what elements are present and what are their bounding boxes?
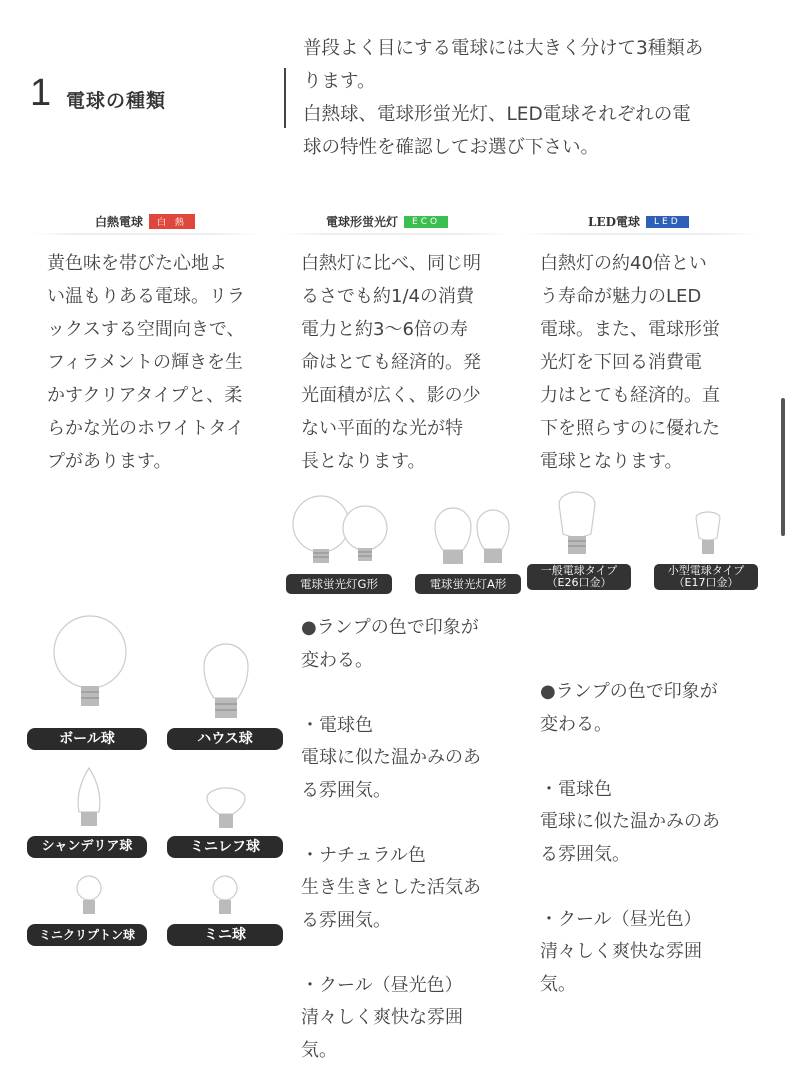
category-name: LED電球 [588, 215, 640, 229]
desc-line: かすクリアタイプと、柔 [47, 385, 243, 406]
chandelier-bulb-illustration [74, 766, 104, 832]
note-line [540, 871, 720, 904]
note-line: 電球に似た温かみのあ [301, 747, 481, 768]
description-fluorescent [301, 247, 481, 478]
fluorescent-a-bulbs-illustration [425, 496, 525, 572]
mini-reflector-bulb-illustration [204, 786, 248, 834]
led-color-notes [540, 676, 720, 1001]
fluorescent-color-notes [301, 612, 481, 1067]
label-line: （E17口金） [673, 576, 739, 589]
desc-line: 光灯を下回る消費電 [540, 352, 702, 373]
house-bulb-illustration [200, 642, 252, 726]
desc-line: 力はとても経済的。直 [540, 385, 720, 406]
category-name: 電球形蛍光灯 [326, 215, 399, 229]
divider [284, 68, 286, 128]
note-line: 変わる。 [301, 649, 373, 671]
section-title: 電球の種類 [66, 90, 167, 112]
desc-line: 黄色味を帯びた心地よ [47, 253, 227, 274]
label-mini-krypton: ミニクリプトン球 [27, 924, 147, 946]
label-house: ハウス球 [167, 728, 283, 750]
note-line: ・クール（昼光色） [540, 908, 702, 930]
note-line [540, 741, 720, 774]
note-line: 電球に似た温かみのあ [540, 811, 720, 832]
note-line: 清々しく爽快な雰囲 [540, 941, 702, 962]
ball-bulb-illustration [52, 606, 132, 726]
label-ball: ボール球 [27, 728, 147, 750]
note-line: ・クール（昼光色） [301, 974, 463, 996]
label-fluorescent-g: 電球蛍光灯G形 [286, 574, 392, 594]
desc-line: い温もりある電球。リラ [47, 286, 245, 307]
led-general-bulb-illustration [555, 492, 599, 562]
label-line: （E26口金） [546, 576, 612, 589]
desc-line: 下を照らすのに優れた [540, 418, 720, 439]
category-fluorescent [326, 213, 448, 230]
category-name: 白熱電球 [95, 215, 144, 229]
intro-line: ります。 [303, 71, 376, 92]
label-led-general [527, 564, 631, 590]
intro-text [303, 32, 763, 164]
category-led [588, 213, 689, 230]
note-line: る雰囲気。 [301, 779, 391, 801]
note-line: 気。 [301, 1039, 337, 1061]
note-line: る雰囲気。 [540, 843, 630, 865]
note-line: ●ランプの色で印象が [540, 681, 718, 702]
description-led [540, 247, 720, 478]
category-incandescent [95, 213, 195, 230]
note-line: ●ランプの色で印象が [301, 617, 479, 638]
desc-line: う寿命が魅力のLED [540, 286, 702, 307]
label-mini: ミニ球 [167, 924, 283, 946]
category-badge: ECO [404, 216, 448, 228]
desc-line: 白熱灯の約40倍とい [540, 253, 707, 274]
desc-line: らかな光のホワイトタイ [47, 418, 245, 439]
note-line: 生き生きとした活気あ [301, 877, 481, 898]
note-line [301, 677, 481, 710]
note-line: ・ナチュラル色 [301, 844, 426, 866]
desc-line: 白熱灯に比べ、同じ明 [301, 253, 481, 274]
desc-line: るさでも約1/4の消費 [301, 286, 474, 307]
category-rule [30, 233, 260, 235]
mini-bulb-illustration [210, 874, 240, 922]
label-line: 小型電球タイプ [667, 564, 745, 577]
scrollbar[interactable] [781, 398, 785, 536]
note-line: 変わる。 [540, 713, 612, 735]
label-fluorescent-a: 電球蛍光灯A形 [415, 574, 521, 594]
label-line: 一般電球タイプ [540, 564, 618, 577]
description-incandescent [47, 247, 245, 478]
label-led-small [654, 564, 758, 590]
led-small-bulb-illustration [693, 512, 723, 560]
section-number: 1 [30, 72, 52, 114]
note-line: る雰囲気。 [301, 909, 391, 931]
category-rule [280, 233, 510, 235]
note-line: ・電球色 [301, 714, 373, 736]
intro-line: 普段よく目にする電球には大きく分けて3種類あ [303, 38, 704, 59]
category-badge: 白 熱 [149, 214, 195, 229]
note-line: ・電球色 [540, 778, 612, 800]
desc-line: 電球となります。 [540, 451, 683, 472]
category-badge: LED [646, 216, 689, 228]
note-line: 清々しく爽快な雰囲 [301, 1007, 463, 1028]
desc-line: フィラメントの輝きを生 [47, 352, 244, 373]
desc-line: 光面積が広く、影の少 [301, 385, 481, 406]
note-line [301, 807, 481, 840]
intro-line: 球の特性を確認してお選び下さい。 [303, 137, 600, 158]
category-rule [520, 233, 760, 235]
note-line: 気。 [540, 973, 576, 995]
label-chandelier: シャンデリア球 [27, 836, 147, 858]
desc-line: ックスする空間向きで、 [47, 319, 245, 340]
desc-line: プがあります。 [47, 451, 172, 472]
fluorescent-g-bulbs-illustration [285, 494, 395, 572]
intro-line: 白熱球、電球形蛍光灯、LED電球それぞれの電 [303, 104, 691, 125]
desc-line: ない平面的な光が特 [301, 418, 463, 439]
note-line [301, 937, 481, 970]
label-mini-reflector: ミニレフ球 [167, 836, 283, 858]
desc-line: 電球。また、電球形蛍 [540, 319, 720, 340]
desc-line: 電力と約3〜6倍の寿 [301, 319, 468, 340]
desc-line: 長となります。 [301, 451, 426, 472]
mini-krypton-bulb-illustration [74, 874, 104, 922]
desc-line: 命はとても経済的。発 [301, 352, 481, 373]
